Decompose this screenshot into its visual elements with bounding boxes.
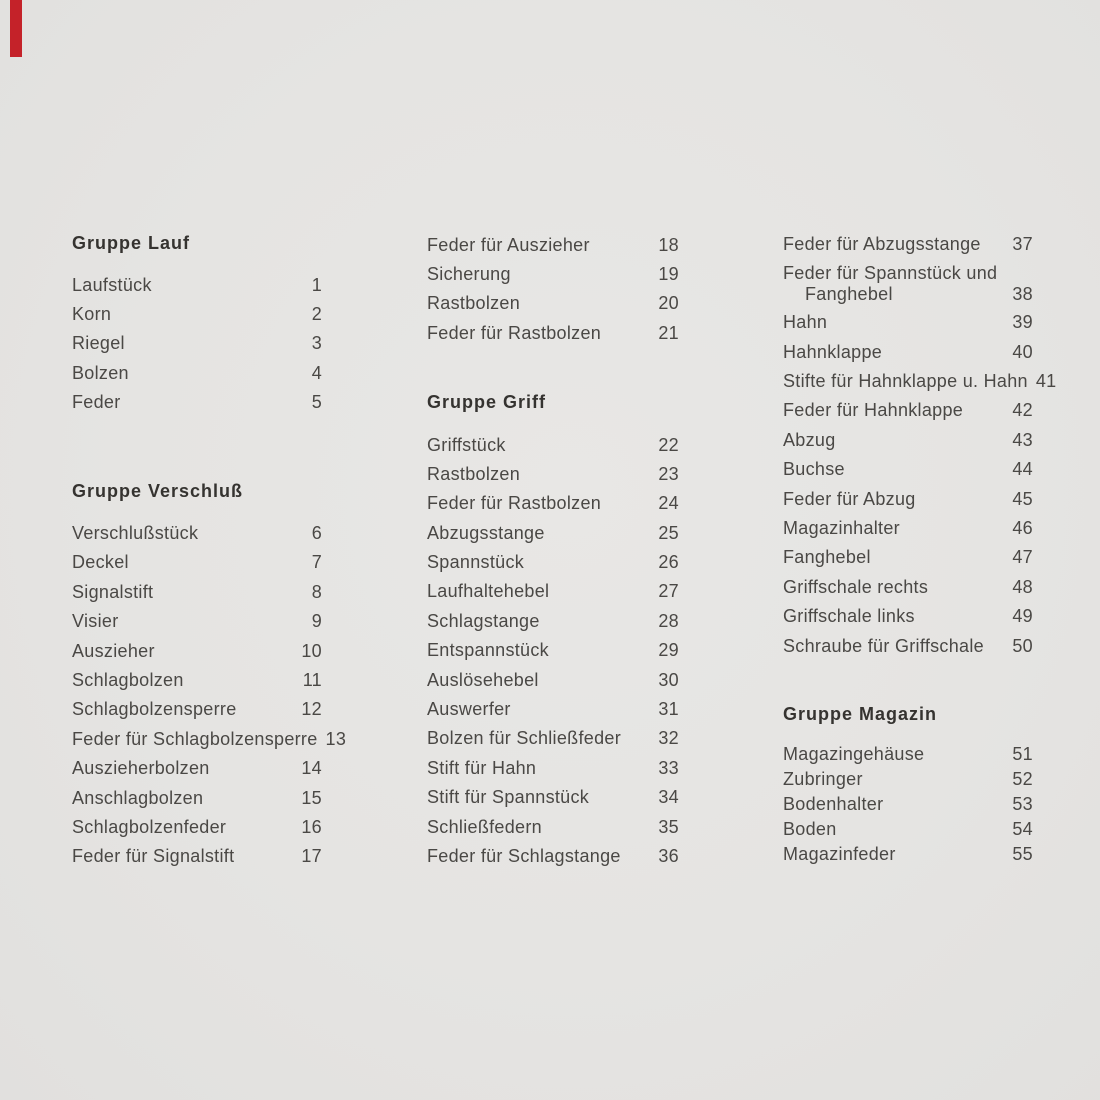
parts-list-griff	[427, 435, 679, 876]
item-label: Schlagbolzensperre	[72, 699, 237, 720]
item-label: Magazinhalter	[783, 518, 900, 539]
item-label: Feder	[72, 392, 121, 413]
item-number: 2	[311, 303, 322, 324]
item-number: 26	[658, 552, 679, 573]
item-number: 29	[658, 640, 679, 661]
list-item	[72, 333, 322, 362]
item-number: 24	[658, 493, 679, 514]
list-item	[427, 817, 679, 846]
item-number: 11	[302, 669, 322, 690]
item-number: 14	[301, 758, 322, 779]
parts-list-verschluss	[72, 523, 347, 876]
item-label: Bolzen	[72, 362, 129, 383]
red-bookmark-mark	[10, 0, 22, 57]
list-item	[72, 670, 322, 699]
item-number: 7	[311, 552, 322, 573]
item-number: 22	[658, 434, 679, 455]
list-item	[783, 489, 1033, 518]
item-number: 38	[1012, 283, 1033, 304]
parts-list-magazin	[783, 744, 1033, 870]
list-item	[72, 699, 322, 728]
item-label: Feder für Signalstift	[72, 846, 235, 867]
list-item	[783, 430, 1033, 459]
column-2	[427, 0, 679, 1100]
item-number: 33	[658, 757, 679, 778]
item-number: 16	[301, 816, 322, 837]
item-number: 5	[311, 392, 322, 413]
item-number: 1	[311, 274, 322, 295]
item-label: Signalstift	[72, 581, 154, 602]
section-heading-gruppe-verschluss: Gruppe Verschluß	[72, 481, 244, 501]
list-item	[72, 641, 322, 670]
list-item	[72, 611, 322, 640]
item-label: Auszieher	[72, 640, 155, 661]
item-number: 40	[1012, 341, 1033, 362]
item-label: Feder für Abzugsstange	[783, 233, 981, 254]
item-number: 15	[301, 787, 322, 808]
item-label: Feder für Schlagstange	[427, 845, 621, 866]
list-item	[72, 817, 322, 846]
item-label: Abzug	[783, 429, 836, 450]
list-item	[427, 323, 679, 352]
item-number: 44	[1012, 459, 1033, 480]
item-number: 13	[325, 728, 347, 749]
item-label: Korn	[72, 303, 112, 324]
list-item	[72, 363, 322, 392]
item-number: 8	[311, 581, 322, 602]
item-label: Abzugsstange	[427, 522, 545, 543]
item-label: Feder für Auszieher	[427, 234, 590, 255]
item-label: Anschlagbolzen	[72, 787, 204, 808]
item-label: Fanghebel	[783, 547, 871, 568]
item-label: Buchse	[783, 459, 845, 480]
list-item	[72, 846, 322, 875]
item-number: 18	[658, 234, 679, 255]
list-item	[783, 769, 1033, 794]
list-item	[427, 235, 679, 264]
item-label: Riegel	[72, 333, 125, 354]
list-item	[427, 670, 679, 699]
item-label: Boden	[783, 819, 837, 840]
item-number: 43	[1012, 429, 1033, 450]
item-number: 39	[1012, 312, 1033, 333]
item-number: 51	[1012, 743, 1033, 764]
list-item	[783, 744, 1033, 769]
item-number: 17	[301, 846, 322, 867]
item-label: Laufhaltehebel	[427, 581, 550, 602]
list-item	[783, 819, 1033, 844]
parts-list-griff-continued	[783, 233, 1057, 665]
parts-list-verschluss-continued	[427, 235, 679, 353]
item-label: Schlagbolzenfeder	[72, 816, 227, 837]
item-label: Hahnklappe	[783, 341, 883, 362]
item-number: 46	[1012, 518, 1033, 539]
item-label: Bolzen für Schließfeder	[427, 728, 621, 749]
list-item	[427, 523, 679, 552]
item-label: Laufstück	[72, 274, 152, 295]
list-item	[72, 552, 322, 581]
column-1	[72, 0, 347, 1100]
item-number: 36	[658, 845, 679, 866]
item-label: Stift für Hahn	[427, 757, 537, 778]
item-number: 30	[658, 669, 679, 690]
list-item	[783, 518, 1033, 547]
list-item	[427, 293, 679, 322]
item-number: 28	[658, 610, 679, 631]
column-3	[783, 0, 1057, 1100]
list-item	[72, 304, 322, 333]
item-label: Schlagstange	[427, 610, 540, 631]
item-label: Hahn	[783, 312, 828, 333]
item-label: Stifte für Hahnklappe u. Hahn	[783, 371, 1028, 392]
item-number: 55	[1012, 844, 1033, 865]
item-label: Feder für Hahnklappe	[783, 400, 964, 421]
item-label: Rastbolzen	[427, 293, 521, 314]
item-label: Entspannstück	[427, 640, 549, 661]
item-label: Schließfedern	[427, 816, 542, 837]
item-number: 50	[1012, 635, 1033, 656]
item-number: 12	[301, 699, 322, 720]
item-label: Sicherung	[427, 263, 511, 284]
list-item	[783, 606, 1033, 635]
item-label: Feder für Abzug	[783, 488, 916, 509]
item-label: Spannstück	[427, 552, 525, 573]
item-label: Auslösehebel	[427, 669, 539, 690]
item-number: 34	[658, 787, 679, 808]
item-number: 35	[658, 816, 679, 837]
list-item	[72, 788, 322, 817]
list-item	[72, 582, 322, 611]
item-number: 10	[301, 640, 322, 661]
item-label: Visier	[72, 611, 119, 632]
item-number: 41	[1035, 371, 1057, 392]
list-item	[427, 787, 679, 816]
item-label: Feder für Spannstück und	[783, 262, 998, 283]
list-item	[427, 493, 679, 522]
list-item	[783, 371, 1057, 400]
list-item	[72, 275, 322, 304]
section-heading-gruppe-griff: Gruppe Griff	[427, 392, 546, 412]
list-item	[783, 794, 1033, 819]
item-number: 32	[658, 728, 679, 749]
list-item	[427, 611, 679, 640]
list-item	[427, 846, 679, 875]
item-number: 4	[311, 362, 322, 383]
list-item	[783, 234, 1033, 263]
list-item	[783, 400, 1033, 429]
item-label: Stift für Spannstück	[427, 787, 590, 808]
item-label-continued: Fanghebel	[805, 283, 893, 304]
item-label: Schraube für Griffschale	[783, 635, 984, 656]
item-number: 27	[658, 581, 679, 602]
item-label: Deckel	[72, 552, 129, 573]
item-number: 6	[311, 523, 322, 543]
list-item	[783, 547, 1033, 576]
item-label: Bodenhalter	[783, 793, 884, 814]
section-heading-gruppe-magazin: Gruppe Magazin	[783, 704, 938, 724]
list-item	[427, 728, 679, 757]
parts-list-lauf	[72, 275, 322, 422]
list-item	[783, 577, 1033, 606]
item-number: 20	[658, 293, 679, 314]
item-number: 9	[311, 611, 322, 632]
list-item	[427, 464, 679, 493]
item-number: 37	[1012, 233, 1033, 254]
list-item	[427, 264, 679, 293]
list-item	[783, 312, 1033, 341]
list-item	[783, 459, 1033, 488]
list-item	[72, 392, 322, 421]
list-item	[427, 435, 679, 464]
item-number: 42	[1012, 400, 1033, 421]
item-label: Rastbolzen	[427, 463, 521, 484]
list-item	[783, 342, 1033, 371]
item-label: Magazinfeder	[783, 844, 896, 865]
item-number: 45	[1012, 488, 1033, 509]
item-label: Griffstück	[427, 434, 506, 455]
item-number: 3	[311, 333, 322, 354]
item-number: 47	[1012, 547, 1033, 568]
list-item	[72, 728, 347, 758]
item-label: Schlagbolzen	[72, 669, 184, 690]
list-item	[427, 552, 679, 581]
list-item	[427, 581, 679, 610]
item-label: Verschlußstück	[72, 523, 199, 543]
item-number: 23	[658, 463, 679, 484]
item-label: Feder für Schlagbolzensperre	[72, 728, 318, 749]
item-label: Feder für Rastbolzen	[427, 322, 602, 343]
list-item	[72, 758, 322, 787]
list-item	[427, 699, 679, 728]
item-number: 48	[1012, 576, 1033, 597]
list-item	[783, 263, 1033, 312]
item-number: 53	[1012, 793, 1033, 814]
item-label: Auswerfer	[427, 699, 511, 720]
list-item	[72, 523, 322, 552]
item-label: Feder für Rastbolzen	[427, 493, 602, 514]
section-heading-gruppe-lauf: Gruppe Lauf	[72, 233, 190, 253]
item-number: 19	[658, 263, 679, 284]
list-item	[427, 640, 679, 669]
item-number: 21	[658, 322, 679, 343]
list-item	[783, 636, 1033, 665]
list-item	[783, 844, 1033, 869]
item-number: 31	[658, 699, 679, 720]
item-label: Magazingehäuse	[783, 743, 925, 764]
item-label: Griffschale links	[783, 606, 915, 627]
item-number: 54	[1012, 819, 1033, 840]
item-number: 52	[1012, 768, 1033, 789]
item-label: Zubringer	[783, 768, 863, 789]
item-number: 25	[658, 522, 679, 543]
item-label: Griffschale rechts	[783, 576, 929, 597]
list-item	[427, 758, 679, 787]
item-number: 49	[1012, 606, 1033, 627]
item-label: Auszieherbolzen	[72, 758, 210, 779]
